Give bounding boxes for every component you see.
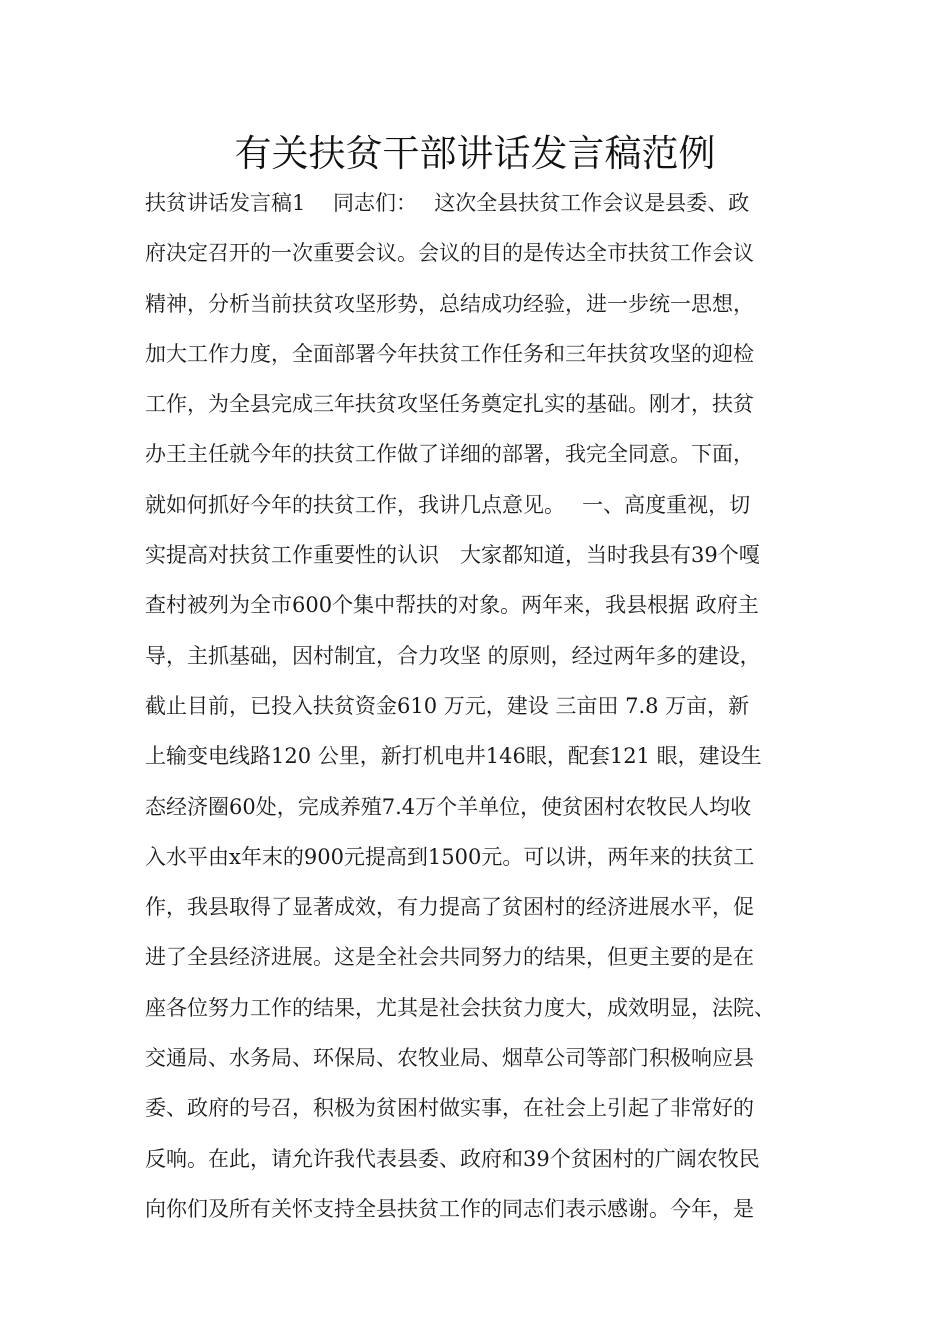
- body-line: 就如何抓好今年的扶贫工作，我讲几点意见。 一、高度重视，切: [145, 492, 751, 517]
- body-line: 实提高对扶贫工作重要性的认识 大家都知道，当时我县有39个嘎: [145, 543, 760, 568]
- body-line: 交通局、水务局、环保局、农牧业局、烟草公司等部门积极响应县: [145, 1046, 754, 1071]
- body-line: 府决定召开的一次重要会议。会议的目的是传达全市扶贫工作会议: [145, 241, 754, 266]
- body-line: 查村被列为全市600个集中帮扶的对象。两年来，我县根据 政府主: [145, 593, 759, 618]
- document-title: 有关扶贫干部讲话发言稿范例: [234, 132, 716, 175]
- body-line: 入水平由x年末的900元提高到1500元。可以讲，两年来的扶贫工: [145, 844, 755, 869]
- body-line: 态经济圈60处，完成养殖7.4万个羊单位，使贫困村农牧民人均收: [145, 794, 752, 819]
- body-line: 委、政府的号召，积极为贫困村做实事，在社会上引起了非常好的: [145, 1096, 754, 1121]
- body-line: 精神，分析当前扶贫攻坚形势，总结成功经验，进一步统一思想，: [145, 291, 754, 316]
- body-line: 反响。在此，请允许我代表县委、政府和39个贫困村的广阔农牧民: [145, 1146, 760, 1171]
- body-line: 上输变电线路120 公里，新打机电井146眼，配套121 眼，建设生: [145, 744, 762, 769]
- body-line: 截止目前，已投入扶贫资金610 万元，建设 三亩田 7.8 万亩，新: [145, 693, 750, 718]
- body-line: 加大工作力度，全面部署今年扶贫工作任务和三年扶贫攻坚的迎检: [145, 341, 754, 366]
- body-line: 向你们及所有关怀支持全县扶贫工作的同志们表示感谢。今年，是: [145, 1196, 754, 1221]
- document-body: [145, 178, 815, 1234]
- body-line: 办王主任就今年的扶贫工作做了详细的部署，我完全同意。下面，: [145, 442, 754, 467]
- body-line: 扶贫讲话发言稿1 同志们： 这次全县扶贫工作会议是县委、政: [145, 191, 750, 215]
- body-line: 导，主抓基础，因村制宜，合力攻坚 的原则，经过两年多的建设，: [145, 643, 761, 668]
- body-line: 工作，为全县完成三年扶贫攻坚任务奠定扎实的基础。刚才，扶贫: [145, 392, 754, 417]
- body-line: 座各位努力工作的结果，尤其是社会扶贫力度大，成效明显，法院、: [145, 995, 775, 1020]
- body-line: 作，我县取得了显著成效，有力提高了贫困村的经济进展水平，促: [145, 895, 754, 920]
- body-line: 进了全县经济进展。这是全社会共同努力的结果，但更主要的是在: [145, 945, 754, 970]
